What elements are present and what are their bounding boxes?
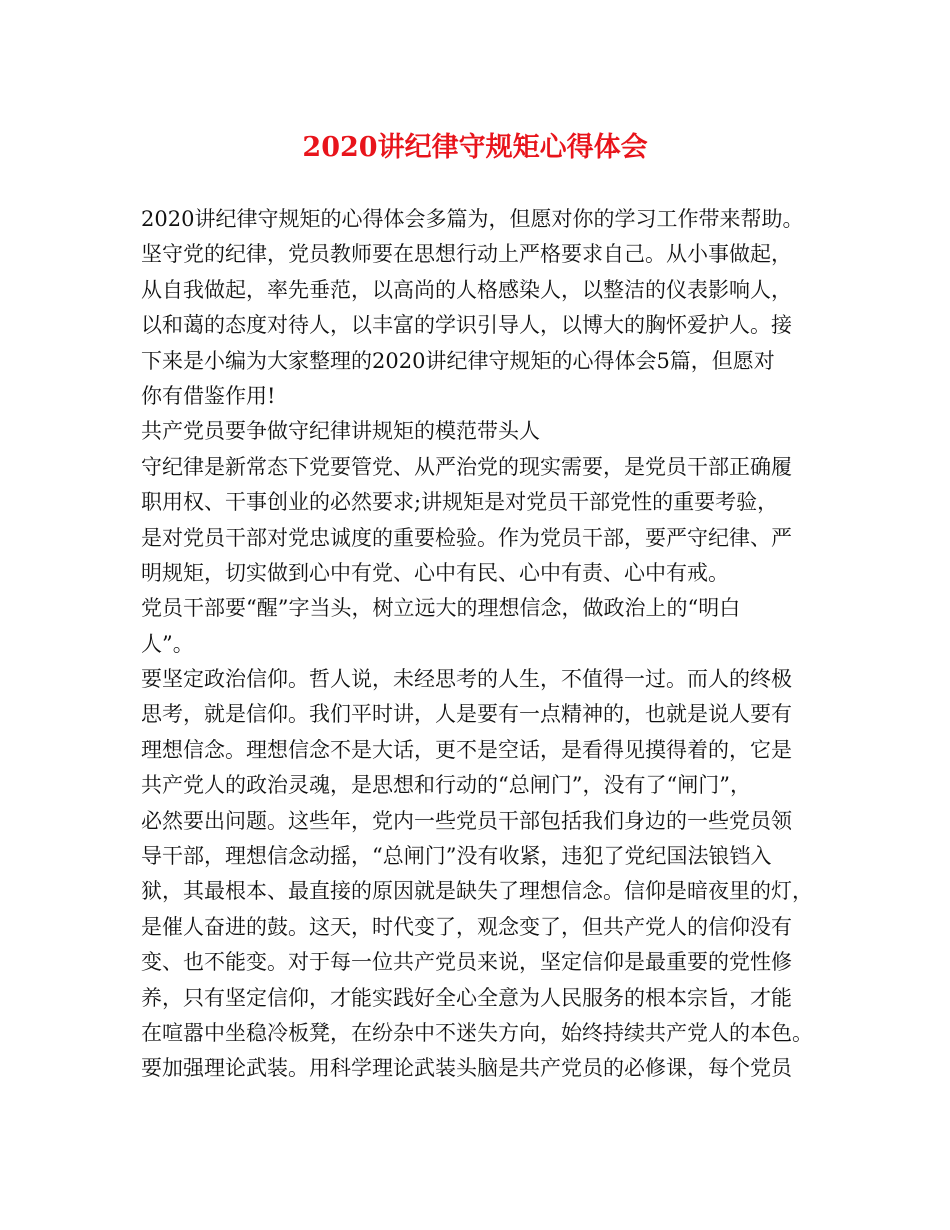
body-line: 以和蔼的态度对待人，以丰富的学识引导人，以博大的胸怀爱护人。接	[141, 313, 792, 338]
body-line: 守纪律是新常态下党要管党、从严治党的现实需要，是党员干部正确履	[141, 454, 792, 479]
body-line: 职用权、干事创业的必然要求;讲规矩是对党员干部党性的重要考验，	[141, 490, 779, 515]
body-line: 要坚定政治信仰。哲人说，未经思考的人生，不值得一过。而人的终极	[141, 667, 792, 692]
document-body	[141, 202, 831, 1087]
section-heading: 共产党员要争做守纪律讲规矩的模范带头人	[141, 419, 540, 444]
body-line: 从自我做起，率先垂范，以高尚的人格感染人，以整洁的仪表影响人，	[141, 277, 792, 302]
body-line: 思考，就是信仰。我们平时讲，人是要有一点精神的，也就是说人要有	[141, 702, 792, 727]
body-line: 明规矩，切实做到心中有党、心中有民、心中有责、心中有戒。	[141, 560, 729, 585]
body-line: 你有借鉴作用!	[141, 383, 276, 408]
body-line: 狱，其最根本、最直接的原因就是缺失了理想信念。信仰是暗夜里的灯，	[141, 879, 813, 904]
body-line: 在喧嚣中坐稳冷板凳，在纷杂中不迷失方向，始终持续共产党人的本色。	[141, 1020, 813, 1045]
body-line: 共产党人的政治灵魂，是思想和行动的“总闸门”，没有了“闸门”，	[141, 773, 751, 798]
body-line: 是对党员干部对党忠诚度的重要检验。作为党员干部，要严守纪律、严	[141, 525, 792, 550]
body-line: 人”。	[141, 631, 194, 656]
document-title: 2020讲纪律守规矩心得体会	[302, 132, 648, 163]
body-line: 坚守党的纪律，党员教师要在思想行动上严格要求自己。从小事做起，	[141, 242, 792, 267]
body-line: 党员干部要“醒”字当头，树立远大的理想信念，做政治上的“明白	[141, 596, 741, 621]
body-line: 导干部，理想信念动摇，“总闸门”没有收紧，违犯了党纪国法锒铛入	[141, 844, 772, 869]
body-line: 变、也不能变。对于每一位共产党员来说，坚定信仰是最重要的党性修	[141, 950, 792, 975]
body-line: 下来是小编为大家整理的2020讲纪律守规矩的心得体会5篇，但愿对	[141, 348, 775, 373]
body-line: 是催人奋进的鼓。这天，时代变了，观念变了，但共产党人的信仰没有	[141, 914, 792, 939]
body-line: 要加强理论武装。用科学理论武装头脑是共产党员的必修课，每个党员	[141, 1056, 792, 1081]
body-line: 必然要出问题。这些年，党内一些党员干部包括我们身边的一些党员领	[141, 808, 792, 833]
body-line: 理想信念。理想信念不是大话，更不是空话，是看得见摸得着的，它是	[141, 737, 792, 762]
body-line: 养，只有坚定信仰，才能实践好全心全意为人民服务的根本宗旨，才能	[141, 985, 792, 1010]
body-line: 2020讲纪律守规矩的心得体会多篇为，但愿对你的学习工作带来帮助。	[141, 207, 804, 231]
